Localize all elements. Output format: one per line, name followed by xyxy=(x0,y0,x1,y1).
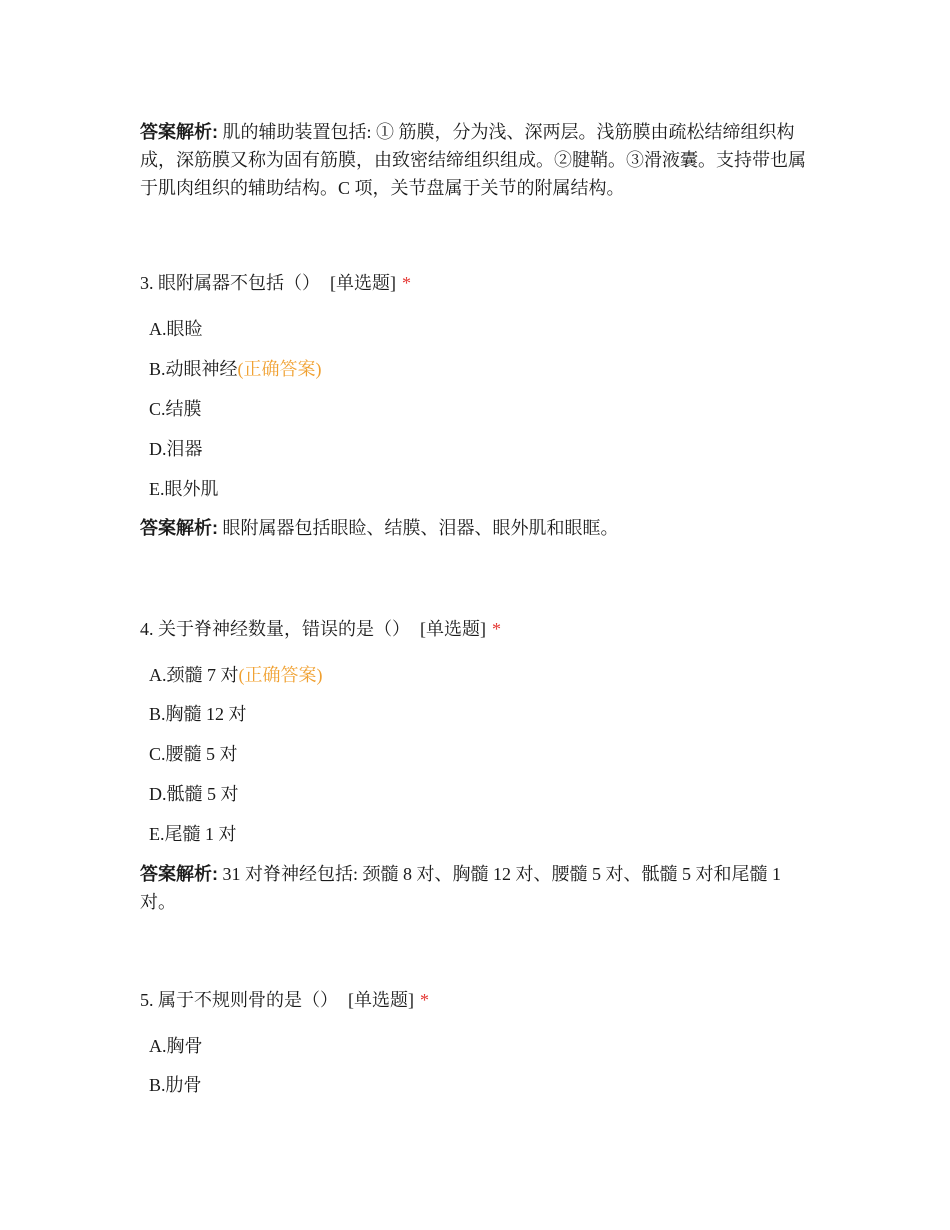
q3-option-d xyxy=(149,434,203,464)
q4-explanation xyxy=(140,860,815,916)
question-text: 4. 关于脊神经数量，错误的是（） xyxy=(140,619,410,639)
question-text: 3. 眼附属器不包括（） xyxy=(140,273,320,293)
question-type: [单选题] xyxy=(330,273,396,293)
required-marker: * xyxy=(420,990,429,1010)
option-label: B.动眼神经 xyxy=(149,359,238,379)
q3-option-e xyxy=(149,474,219,504)
q4-option-c xyxy=(149,739,238,769)
explanation-label: 答案解析: xyxy=(140,864,218,884)
explanation-label: 答案解析: xyxy=(140,122,218,142)
option-label: E.尾髓 1 对 xyxy=(149,824,237,844)
option-label: D.泪器 xyxy=(149,439,203,459)
option-label: A.胸骨 xyxy=(149,1036,203,1056)
q5-option-b xyxy=(149,1070,202,1100)
question-type: [单选题] xyxy=(420,619,486,639)
question-text: 5. 属于不规则骨的是（） xyxy=(140,990,338,1010)
q4-title xyxy=(140,614,820,644)
q3-title xyxy=(140,268,820,298)
q4-option-e xyxy=(149,819,237,849)
option-label: A.眼睑 xyxy=(149,319,203,339)
option-label: C.腰髓 5 对 xyxy=(149,744,238,764)
option-label: A.颈髓 7 对 xyxy=(149,665,239,685)
q3-option-c xyxy=(149,394,202,424)
option-label: C.结膜 xyxy=(149,399,202,419)
q5-option-a xyxy=(149,1031,203,1061)
q4-option-b xyxy=(149,699,247,729)
explanation-text: 31 对脊神经包括: 颈髓 8 对、胸髓 12 对、腰髓 5 对、骶髓 5 对和尾髓 1 对。 xyxy=(140,864,781,912)
q3-explanation xyxy=(140,514,815,542)
explanation-text: 眼附属器包括眼睑、结膜、泪器、眼外肌和眼眶。 xyxy=(222,518,619,538)
explanation-label: 答案解析: xyxy=(140,518,218,538)
explanation-text: 肌的辅助装置包括: ① 筋膜，分为浅、深两层。浅筋膜由疏松结缔组织构成，深筋膜又称为固有筋膜，由致密结缔组织组成。②腱鞘。③滑液囊。支持带也属于肌肉组织的辅助结构。C 项，关节盘属于关节的附属结构。 xyxy=(140,122,806,198)
q3-option-b xyxy=(149,354,322,384)
option-label: D.骶髓 5 对 xyxy=(149,784,239,804)
question-type: [单选题] xyxy=(348,990,414,1010)
option-label: B.胸髓 12 对 xyxy=(149,704,247,724)
q5-title xyxy=(140,985,820,1015)
required-marker: * xyxy=(492,619,501,639)
q2-explanation xyxy=(140,118,815,202)
correct-answer-tag: (正确答案) xyxy=(237,359,322,379)
required-marker: * xyxy=(402,273,411,293)
q3-option-a xyxy=(149,314,203,344)
correct-answer-tag: (正确答案) xyxy=(238,665,323,685)
option-label: B.肋骨 xyxy=(149,1075,202,1095)
q4-option-a xyxy=(149,660,323,690)
option-label: E.眼外肌 xyxy=(149,479,219,499)
q4-option-d xyxy=(149,779,239,809)
